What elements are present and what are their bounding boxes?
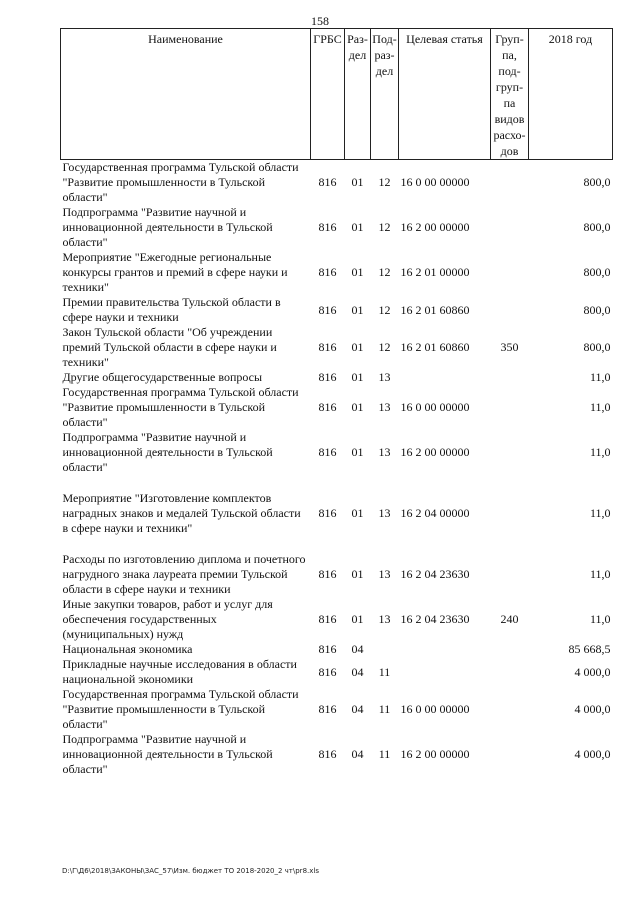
row-name: Мероприятие "Изготовление комплектов наградных знаков и медалей Тульской области в сфере науки и техники" [62,491,301,535]
row-name: Государственная программа Тульской области "Развитие промышленности в Тульской области" [62,385,299,429]
row-razdel: 01 [351,370,364,384]
row-razdel: 01 [351,340,364,354]
row-amount: 800,0 [583,175,611,189]
row-podrazdel: 11 [378,747,391,761]
row-razdel: 01 [351,612,364,626]
row-podrazdel: 12 [378,175,391,189]
row-grbs: 816 [318,175,337,189]
row-tselevaya: 16 0 00 00000 [400,400,470,414]
table-row [61,732,613,777]
row-amount: 4 000,0 [574,702,611,716]
spacer-row [61,475,613,491]
row-razdel: 01 [351,567,364,581]
row-amount: 800,0 [583,302,611,317]
row-amount: 11,0 [589,612,611,626]
row-razdel: 01 [351,175,364,189]
row-grbs: 816 [318,506,337,520]
row-podrazdel: 12 [378,302,391,317]
row-podrazdel: 13 [378,612,391,626]
row-amount: 11,0 [589,506,611,520]
row-amount: 11,0 [589,445,611,459]
row-grbs: 816 [318,747,337,761]
row-podrazdel: 13 [378,445,391,459]
row-amount: 800,0 [583,220,611,234]
row-amount: 11,0 [589,370,611,384]
row-razdel: 01 [351,220,364,234]
row-vid [491,205,529,250]
row-razdel: 04 [351,702,364,716]
row-tselevaya [399,370,491,385]
row-vid [491,250,529,295]
row-vid [491,430,529,475]
row-amount: 4 000,0 [574,664,611,679]
row-podrazdel: 11 [378,702,391,716]
row-grbs: 816 [318,340,337,354]
col-header-name: Наименование [61,29,311,160]
row-razdel: 01 [351,302,364,317]
table-row [61,325,613,370]
row-name: Подпрограмма "Развитие научной и инновационной деятельности в Тульской области" [62,732,273,776]
row-tselevaya: 16 2 04 00000 [400,506,470,520]
row-podrazdel [371,642,399,657]
row-vid [491,657,529,687]
row-amount: 800,0 [583,340,611,354]
row-tselevaya: 16 2 01 60860 [400,340,470,354]
row-tselevaya: 16 2 01 60860 [400,302,470,317]
row-name: Мероприятие "Ежегодные региональные конкурсы грантов и премий в сфере науки и техники" [62,250,288,294]
table-row [61,552,613,597]
row-name: Подпрограмма "Развитие научной и инновационной деятельности в Тульской области" [62,205,273,249]
row-tselevaya: 16 0 00 00000 [400,175,470,189]
row-vid [491,491,529,536]
row-tselevaya: 16 2 01 00000 [400,265,470,279]
table-row [61,597,613,642]
row-name: Подпрограмма "Развитие научной и инновационной деятельности в Тульской области" [62,430,273,474]
row-vid: 350 [500,340,519,354]
row-podrazdel: 12 [378,340,391,354]
table-row [61,385,613,430]
table-row [61,160,613,206]
table-row [61,295,613,325]
row-tselevaya [399,657,491,687]
row-podrazdel: 12 [378,265,391,279]
row-podrazdel: 12 [378,220,391,234]
row-podrazdel: 13 [378,567,391,581]
row-name: Иные закупки товаров, работ и услуг для обеспечения государственных (муниципальных) нужд [62,597,273,641]
row-name: Премии правительства Тульской области в сфере науки и техники [62,295,281,324]
row-razdel: 01 [351,265,364,279]
col-header-tselevaya: Целевая статья [399,29,491,160]
spacer-row [61,536,613,552]
budget-table [60,28,613,777]
row-amount: 11,0 [589,567,611,581]
row-vid [491,642,529,657]
row-grbs: 816 [318,220,337,234]
table-row [61,205,613,250]
row-tselevaya: 16 2 04 23630 [400,612,470,626]
row-name: Прикладные научные исследования в области национальной экономики [62,657,297,686]
row-grbs: 816 [318,702,337,716]
row-grbs: 816 [318,265,337,279]
table-row [61,430,613,475]
table-row [61,657,613,687]
row-podrazdel: 13 [378,400,391,414]
table-row [61,370,613,385]
row-name: Государственная программа Тульской области "Развитие промышленности в Тульской области" [62,687,299,731]
row-grbs: 816 [318,664,337,679]
row-grbs: 816 [318,400,337,414]
row-name: Национальная экономика [62,642,193,656]
row-amount: 11,0 [589,400,611,414]
col-header-razdel: Раз-дел [345,29,371,160]
col-header-vid: Груп-па, под-груп-па видов расхо-дов [491,29,529,160]
row-name: Закон Тульской области "Об учреждении премий Тульской области в сфере науки и техники" [62,325,277,369]
footer-file-path: D:\Г\Д6\2018\ЗАКОНЫ\ЗАС_57\Изм. бюджет ТО 2018-2020_2 чт\pr8.xls [62,867,319,875]
page-number: 158 [311,14,329,28]
row-tselevaya: 16 2 00 00000 [400,220,470,234]
row-podrazdel: 13 [378,370,391,384]
row-grbs: 816 [318,612,337,626]
row-amount: 4 000,0 [574,747,611,761]
row-vid [491,370,529,385]
row-vid [491,295,529,325]
table-row [61,642,613,657]
col-header-grbs: ГРБС [311,29,345,160]
row-razdel: 01 [351,445,364,459]
header-row [61,29,613,160]
row-vid [491,385,529,430]
table-row [61,687,613,732]
row-tselevaya: 16 2 04 23630 [400,567,470,581]
row-razdel: 04 [351,747,364,761]
row-name: Государственная программа Тульской области "Развитие промышленности в Тульской области" [62,160,299,204]
row-razdel: 04 [351,664,364,679]
table-row [61,491,613,536]
row-grbs: 816 [318,445,337,459]
row-vid [491,160,529,206]
row-vid [491,687,529,732]
row-podrazdel: 11 [378,664,391,679]
row-tselevaya: 16 2 00 00000 [400,445,470,459]
row-razdel: 01 [351,506,364,520]
row-tselevaya: 16 2 00 00000 [400,747,470,761]
row-vid: 240 [500,612,519,626]
row-grbs: 816 [318,567,337,581]
row-vid [491,732,529,777]
row-grbs: 816 [318,642,337,656]
col-header-amount: 2018 год [529,29,613,160]
row-grbs: 816 [318,302,337,317]
row-tselevaya: 16 0 00 00000 [400,702,470,716]
row-tselevaya [399,642,491,657]
table-row [61,250,613,295]
row-vid [491,552,529,597]
row-razdel: 04 [351,642,364,656]
col-header-podrazdel: Под-раз-дел [371,29,399,160]
row-podrazdel: 13 [378,506,391,520]
row-grbs: 816 [318,370,337,384]
row-amount: 85 668,5 [568,642,611,656]
row-name: Другие общегосударственные вопросы [62,370,263,384]
row-razdel: 01 [351,400,364,414]
row-name: Расходы по изготовлению диплома и почетного нагрудного знака лауреата премии Тульской области в сфере науки и техники [62,552,306,596]
row-amount: 800,0 [583,265,611,279]
